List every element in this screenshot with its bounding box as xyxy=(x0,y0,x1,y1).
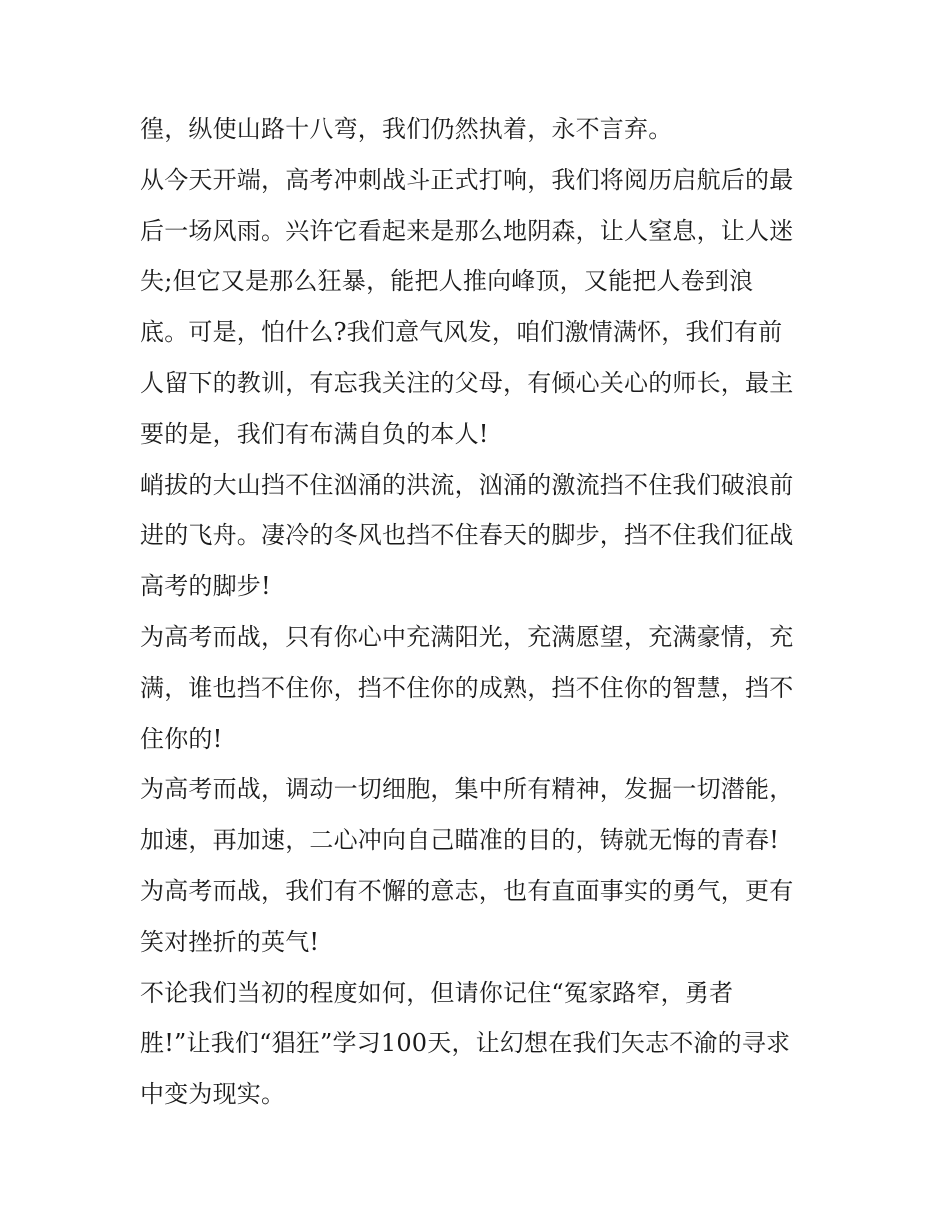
text-line-19: 胜!”让我们“猖狂”学习100天，让幻想在我们矢志不渝的寻求 xyxy=(140,1029,791,1058)
text-line-2: 从今天开端，高考冲刺战斗正式打响，我们将阅历启航后的最 xyxy=(140,165,794,194)
text-line-14: 为高考而战，调动一切细胞，集中所有精神，发掘一切潜能， xyxy=(140,775,794,804)
text-line-17: 笑对挫折的英气! xyxy=(140,927,320,956)
text-line-15: 加速，再加速，二心冲向自己瞄准的目的，铸就无悔的青春! xyxy=(140,826,780,855)
text-line-11: 为高考而战，只有你心中充满阳光，充满愿望，充满豪情，充 xyxy=(140,622,794,651)
text-line-7: 要的是，我们有布满自负的本人! xyxy=(140,419,489,448)
text-line-6: 人留下的教训，有忘我关注的父母，有倾心关心的师长，最主 xyxy=(140,368,794,397)
text-line-12: 满，谁也挡不住你，挡不住你的成熟，挡不住你的智慧，挡不 xyxy=(140,673,794,702)
text-line-1: 徨，纵使山路十八弯，我们仍然执着，永不言弃。 xyxy=(140,115,673,143)
text-line-18: 不论我们当初的程度如何，但请你记住“冤家路窄，勇者 xyxy=(140,978,734,1007)
text-line-10: 高考的脚步! xyxy=(140,572,271,601)
body-text xyxy=(140,104,812,1120)
text-line-9: 进的飞舟。凄冷的冬风也挡不住春天的脚步，挡不住我们征战 xyxy=(140,521,794,550)
text-line-5: 底。可是，怕什么?我们意气风发，咱们激情满怀，我们有前 xyxy=(140,318,783,347)
text-line-13: 住你的! xyxy=(140,724,223,753)
text-line-20: 中变为现实。 xyxy=(140,1080,286,1109)
text-line-3: 后一场风雨。兴许它看起来是那么地阴森，让人窒息，让人迷 xyxy=(140,216,794,245)
text-line-8: 峭拔的大山挡不住汹涌的洪流，汹涌的激流挡不住我们破浪前 xyxy=(140,470,794,499)
text-line-16: 为高考而战，我们有不懈的意志，也有直面事实的勇气，更有 xyxy=(140,876,794,905)
text-line-4: 失;但它又是那么狂暴，能把人推向峰顶，又能把人卷到浪 xyxy=(140,267,754,296)
